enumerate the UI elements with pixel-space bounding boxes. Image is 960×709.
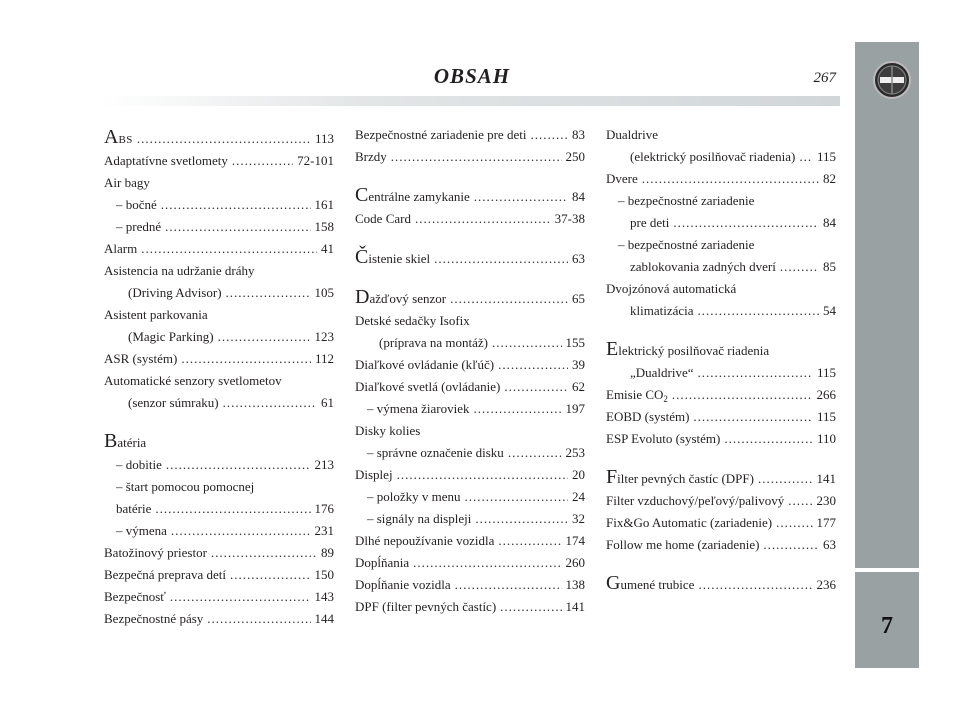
entry-text: – predné bbox=[116, 219, 162, 234]
leader-dots bbox=[223, 392, 317, 414]
leader-dots bbox=[698, 300, 819, 322]
index-entry-label bbox=[104, 260, 255, 282]
index-entry-label bbox=[355, 284, 446, 312]
leader-dots bbox=[413, 552, 561, 574]
index-entry bbox=[606, 384, 836, 406]
index-entry bbox=[104, 150, 334, 172]
entry-text: Dlhé nepoužívanie vozidla bbox=[355, 533, 495, 548]
entry-text: Bezpečnosť bbox=[104, 589, 166, 604]
index-entry bbox=[104, 392, 334, 414]
entry-text: „Dualdrive“ bbox=[630, 365, 694, 380]
leader-dots bbox=[693, 406, 813, 428]
entry-text: – dobitie bbox=[116, 457, 162, 472]
index-entry-label bbox=[606, 428, 720, 450]
section-initial: Č bbox=[355, 246, 369, 268]
index-entry-label bbox=[630, 256, 776, 278]
page-ref: 20 bbox=[572, 467, 585, 482]
leader-dots bbox=[475, 508, 568, 530]
page-ref: 143 bbox=[314, 589, 334, 604]
index-entry bbox=[104, 304, 334, 326]
leader-dots bbox=[492, 332, 561, 354]
section-initial: B bbox=[104, 430, 118, 452]
index-entry bbox=[606, 336, 836, 362]
leader-dots bbox=[698, 362, 813, 384]
index-entry bbox=[606, 300, 836, 322]
index-entry-label bbox=[367, 486, 461, 508]
index-entry bbox=[355, 182, 585, 208]
index-entry-label bbox=[116, 454, 162, 476]
index-entry bbox=[104, 348, 334, 370]
entry-text: zablokovania zadných dverí bbox=[630, 259, 776, 274]
entry-text: pre deti bbox=[630, 215, 670, 230]
index-entry bbox=[355, 244, 585, 270]
page-ref: 63 bbox=[823, 537, 836, 552]
leader-dots bbox=[673, 212, 819, 234]
chapter-number: 7 bbox=[881, 613, 893, 639]
index-entry-label bbox=[116, 194, 157, 216]
page-ref: 41 bbox=[321, 241, 334, 256]
entry-text: istenie skiel bbox=[368, 251, 431, 266]
page-ref: 253 bbox=[565, 445, 585, 460]
chapter-sidebar bbox=[855, 42, 919, 668]
page-ref: 32 bbox=[572, 511, 585, 526]
leader-dots bbox=[211, 542, 317, 564]
index-entry bbox=[355, 376, 585, 398]
index-entry bbox=[104, 498, 334, 520]
leader-dots bbox=[724, 428, 813, 450]
lancia-logo-icon bbox=[872, 60, 912, 100]
leader-dots bbox=[698, 572, 812, 598]
entry-text: ilter pevných častíc (DPF) bbox=[617, 471, 754, 486]
leader-dots bbox=[642, 168, 819, 190]
section-initial: A bbox=[104, 126, 119, 148]
index-entry bbox=[606, 464, 836, 490]
index-entry-label bbox=[618, 234, 754, 256]
entry-text: Dopĺňanie vozidla bbox=[355, 577, 451, 592]
entry-text: (senzor súmraku) bbox=[128, 395, 219, 410]
index-entry-label bbox=[355, 552, 409, 574]
page-ref: 115 bbox=[816, 149, 836, 164]
index-entry-label bbox=[355, 376, 500, 398]
entry-text: klimatizácia bbox=[630, 303, 694, 318]
index-entry-label bbox=[606, 464, 754, 492]
leader-dots bbox=[500, 596, 561, 618]
page-ref: 54 bbox=[823, 303, 836, 318]
entry-text: ESP Evoluto (systém) bbox=[606, 431, 721, 446]
leader-dots bbox=[780, 256, 819, 278]
page-ref: 161 bbox=[314, 197, 334, 212]
leader-dots bbox=[207, 608, 310, 630]
index-entry bbox=[355, 464, 585, 486]
entry-text: DPF (filter pevných častíc) bbox=[355, 599, 497, 614]
entry-text: atéria bbox=[117, 435, 147, 450]
index-entry bbox=[355, 420, 585, 442]
entry-text: ažďový senzor bbox=[369, 291, 447, 306]
page-ref: 65 bbox=[572, 291, 585, 306]
leader-dots bbox=[434, 246, 568, 272]
page-ref: 260 bbox=[565, 555, 585, 570]
page-ref: 105 bbox=[314, 285, 334, 300]
leader-dots bbox=[165, 216, 310, 238]
leader-dots bbox=[530, 124, 568, 146]
leader-dots bbox=[799, 146, 813, 168]
entry-text: entrálne zamykanie bbox=[368, 189, 470, 204]
leader-dots bbox=[465, 486, 568, 508]
index-entry-label bbox=[606, 406, 689, 428]
index-entry bbox=[606, 490, 836, 512]
leader-dots bbox=[450, 286, 568, 312]
index-entry-label bbox=[355, 124, 526, 146]
index-entry-label bbox=[367, 508, 471, 530]
page-ref: 84 bbox=[823, 215, 836, 230]
entry-text: Code Card bbox=[355, 211, 411, 226]
index-entry-label bbox=[104, 348, 177, 370]
entry-text: Batožinový priestor bbox=[104, 545, 207, 560]
index-entry bbox=[606, 212, 836, 234]
index-entry-label bbox=[355, 420, 420, 442]
index-entry bbox=[606, 168, 836, 190]
index-entry bbox=[355, 310, 585, 332]
index-entry bbox=[355, 442, 585, 464]
index-entry bbox=[104, 608, 334, 630]
leader-dots bbox=[397, 464, 568, 486]
leader-dots bbox=[498, 530, 561, 552]
index-entry bbox=[104, 476, 334, 498]
index-entry-label bbox=[630, 146, 795, 168]
sidebar-divider bbox=[855, 568, 919, 572]
index-entry-label bbox=[355, 182, 470, 210]
index-entry bbox=[355, 208, 585, 230]
index-entry-label bbox=[367, 442, 504, 464]
entry-text: Displej bbox=[355, 467, 393, 482]
index-entry-label bbox=[104, 586, 166, 608]
index-entry bbox=[606, 256, 836, 278]
entry-text: EOBD (systém) bbox=[606, 409, 690, 424]
index-entry bbox=[606, 146, 836, 168]
index-entry bbox=[355, 124, 585, 146]
index-entry bbox=[355, 508, 585, 530]
page-ref: 85 bbox=[823, 259, 836, 274]
leader-dots bbox=[763, 534, 819, 556]
entry-text: Dvere bbox=[606, 171, 638, 186]
page-ref: 82 bbox=[823, 171, 836, 186]
page-ref: 213 bbox=[314, 457, 334, 472]
page-ref: 72-101 bbox=[297, 153, 334, 168]
entry-text: – bezpečnostné zariadenie bbox=[618, 193, 755, 208]
page-ref: 155 bbox=[565, 335, 585, 350]
leader-dots bbox=[181, 348, 311, 370]
index-entry-label bbox=[355, 354, 494, 376]
entry-text: Alarm bbox=[104, 241, 138, 256]
index-entry-label bbox=[355, 574, 451, 596]
leader-dots bbox=[498, 354, 568, 376]
index-entry bbox=[104, 454, 334, 476]
leader-dots bbox=[776, 512, 812, 534]
entry-text: batérie bbox=[116, 501, 152, 516]
page-ref: 158 bbox=[314, 219, 334, 234]
index-entry-label bbox=[606, 336, 769, 364]
entry-text: ASR (systém) bbox=[104, 351, 178, 366]
index-entry-label bbox=[104, 238, 137, 260]
index-entry bbox=[104, 238, 334, 260]
index-entry-label bbox=[630, 300, 694, 322]
leader-dots bbox=[508, 442, 562, 464]
index-entry-label bbox=[104, 370, 282, 392]
leader-dots bbox=[137, 126, 311, 152]
index-entry bbox=[355, 486, 585, 508]
index-entry bbox=[104, 124, 334, 150]
header-rule bbox=[100, 96, 840, 106]
index-entry-label bbox=[104, 564, 226, 586]
leader-dots bbox=[218, 326, 311, 348]
leader-dots bbox=[474, 398, 562, 420]
leader-dots bbox=[455, 574, 562, 596]
index-column-1 bbox=[104, 124, 334, 630]
index-entry bbox=[104, 282, 334, 304]
entry-text: – výmena bbox=[116, 523, 167, 538]
index-entry-label bbox=[104, 608, 203, 630]
entry-text: Diaľkové ovládanie (kľúč) bbox=[355, 357, 495, 372]
entry-text: Dualdrive bbox=[606, 127, 658, 142]
page-ref: 150 bbox=[314, 567, 334, 582]
entry-text: Brzdy bbox=[355, 149, 387, 164]
entry-text: (príprava na montáž) bbox=[379, 335, 489, 350]
section-initial: E bbox=[606, 338, 619, 360]
entry-text: Air bagy bbox=[104, 175, 150, 190]
section-initial: C bbox=[355, 184, 369, 206]
index-entry-label bbox=[128, 282, 222, 304]
entry-text: – výmena žiaroviek bbox=[367, 401, 470, 416]
page-ref: 37-38 bbox=[554, 211, 585, 226]
entry-text: Bezpečnostné pásy bbox=[104, 611, 204, 626]
leader-dots bbox=[226, 282, 311, 304]
entry-text: – bezpečnostné zariadenie bbox=[618, 237, 755, 252]
index-entry bbox=[606, 570, 836, 596]
index-entry bbox=[104, 216, 334, 238]
entry-text: – správne označenie disku bbox=[367, 445, 504, 460]
index-entry-label bbox=[606, 512, 772, 534]
page-ref: 230 bbox=[816, 493, 836, 508]
entry-text: Asistent parkovania bbox=[104, 307, 208, 322]
index-entry-label bbox=[630, 212, 669, 234]
entry-text: Bezpečná preprava detí bbox=[104, 567, 226, 582]
index-entry-label bbox=[355, 208, 411, 230]
entry-text: Detské sedačky Isofix bbox=[355, 313, 470, 328]
entry-text: BS bbox=[118, 134, 133, 146]
entry-text: Dvojzónová automatická bbox=[606, 281, 737, 296]
index-entry bbox=[104, 370, 334, 392]
index-entry bbox=[606, 406, 836, 428]
entry-text: Automatické senzory svetlometov bbox=[104, 373, 282, 388]
index-entry-label bbox=[128, 326, 214, 348]
index-entry bbox=[104, 326, 334, 348]
page-ref: 112 bbox=[314, 351, 334, 366]
index-entry bbox=[355, 596, 585, 618]
index-entry bbox=[355, 574, 585, 596]
entry-subscript: 2 bbox=[663, 394, 668, 404]
index-entry-label bbox=[128, 392, 219, 414]
page-ref: 113 bbox=[314, 131, 334, 146]
index-entry-label bbox=[379, 332, 488, 354]
index-entry-label bbox=[606, 168, 638, 190]
index-entry-label bbox=[104, 542, 207, 564]
entry-text: (elektrický posilňovač riadenia) bbox=[630, 149, 796, 164]
index-entry-label bbox=[355, 596, 496, 618]
page-ref: 123 bbox=[314, 329, 334, 344]
page-ref: 141 bbox=[565, 599, 585, 614]
page-ref: 236 bbox=[816, 577, 836, 592]
entry-text: Fix&Go Automatic (zariadenie) bbox=[606, 515, 773, 530]
entry-text: – štart pomocou pomocnej bbox=[116, 479, 255, 494]
index-entry bbox=[355, 398, 585, 420]
section-initial: D bbox=[355, 286, 370, 308]
page-ref: 24 bbox=[572, 489, 585, 504]
leader-dots bbox=[166, 454, 311, 476]
index-entry-label bbox=[630, 362, 694, 384]
index-entry-label bbox=[104, 304, 208, 326]
index-entry-label bbox=[104, 150, 228, 172]
index-entry-label bbox=[355, 464, 393, 486]
leader-dots bbox=[415, 208, 551, 230]
index-entry bbox=[606, 234, 836, 256]
leader-dots bbox=[155, 498, 310, 520]
index-entry-label bbox=[116, 498, 151, 520]
page-ref: 231 bbox=[314, 523, 334, 538]
index-entry-label bbox=[355, 244, 430, 272]
index-entry-label bbox=[116, 476, 254, 498]
page-ref: 250 bbox=[565, 149, 585, 164]
page-ref: 39 bbox=[572, 357, 585, 372]
index-entry bbox=[355, 146, 585, 168]
page-ref: 174 bbox=[565, 533, 585, 548]
section-initial: F bbox=[606, 466, 618, 488]
page-ref: 89 bbox=[321, 545, 334, 560]
entry-text: (Driving Advisor) bbox=[128, 285, 222, 300]
index-entry-label bbox=[116, 520, 167, 542]
leader-dots bbox=[170, 586, 311, 608]
index-column-2 bbox=[355, 124, 585, 618]
page-ref: 84 bbox=[572, 189, 585, 204]
entry-text: – bočné bbox=[116, 197, 157, 212]
leader-dots bbox=[474, 184, 568, 210]
section-initial: G bbox=[606, 572, 621, 594]
index-entry-label bbox=[606, 124, 658, 146]
index-entry bbox=[355, 552, 585, 574]
index-entry-label bbox=[606, 490, 784, 512]
entry-text: Filter vzduchový/peľový/palivový bbox=[606, 493, 785, 508]
page-ref: 177 bbox=[816, 515, 836, 530]
index-entry-label bbox=[104, 172, 150, 194]
leader-dots bbox=[141, 238, 317, 260]
index-entry bbox=[606, 124, 836, 146]
page-ref: 61 bbox=[321, 395, 334, 410]
page-ref: 83 bbox=[572, 127, 585, 142]
leader-dots bbox=[504, 376, 568, 398]
index-entry bbox=[104, 520, 334, 542]
entry-text: lektrický posilňovač riadenia bbox=[618, 343, 770, 358]
page-ref: 266 bbox=[816, 387, 836, 402]
page-title: OBSAH bbox=[433, 64, 511, 88]
index-entry bbox=[104, 564, 334, 586]
page-number: 267 bbox=[813, 70, 836, 86]
leader-dots bbox=[758, 466, 813, 492]
index-entry bbox=[606, 190, 836, 212]
index-entry-label bbox=[116, 216, 161, 238]
index-entry-label bbox=[355, 146, 387, 168]
page-ref: 63 bbox=[572, 251, 585, 266]
index-entry-label bbox=[355, 310, 470, 332]
entry-text: – položky v menu bbox=[367, 489, 461, 504]
index-entry-label bbox=[104, 428, 146, 456]
index-entry bbox=[606, 534, 836, 556]
entry-text: Emisie CO bbox=[606, 387, 664, 402]
entry-text: Dopĺňania bbox=[355, 555, 410, 570]
entry-text: Disky kolies bbox=[355, 423, 421, 438]
entry-text: umené trubice bbox=[620, 577, 695, 592]
index-entry-label bbox=[367, 398, 470, 420]
page-ref: 176 bbox=[314, 501, 334, 516]
index-entry bbox=[355, 530, 585, 552]
index-entry bbox=[104, 172, 334, 194]
leader-dots bbox=[788, 490, 812, 512]
entry-text: – signály na displeji bbox=[367, 511, 472, 526]
index-entry-label bbox=[606, 570, 694, 598]
page-ref: 138 bbox=[565, 577, 585, 592]
leader-dots bbox=[391, 146, 562, 168]
index-entry bbox=[355, 332, 585, 354]
page-ref: 115 bbox=[816, 365, 836, 380]
index-entry-label bbox=[618, 190, 754, 212]
index-entry bbox=[606, 512, 836, 534]
page-ref: 197 bbox=[565, 401, 585, 416]
leader-dots bbox=[171, 520, 311, 542]
page-ref: 110 bbox=[816, 431, 836, 446]
index-entry bbox=[606, 362, 836, 384]
index-entry bbox=[355, 284, 585, 310]
leader-dots bbox=[161, 194, 311, 216]
index-entry-label bbox=[355, 530, 494, 552]
index-entry bbox=[104, 194, 334, 216]
index-entry-label bbox=[606, 534, 759, 556]
entry-text: (Magic Parking) bbox=[128, 329, 214, 344]
index-entry bbox=[104, 586, 334, 608]
entry-text: Adaptatívne svetlomety bbox=[104, 153, 228, 168]
index-entry bbox=[104, 428, 334, 454]
index-column-3 bbox=[606, 124, 836, 596]
entry-text: Asistencia na udržanie dráhy bbox=[104, 263, 255, 278]
leader-dots bbox=[672, 384, 813, 406]
entry-text: Follow me home (zariadenie) bbox=[606, 537, 760, 552]
leader-dots bbox=[230, 564, 311, 586]
page-ref: 144 bbox=[314, 611, 334, 626]
page-ref: 141 bbox=[816, 471, 836, 486]
page-ref: 115 bbox=[816, 409, 836, 424]
index-entry bbox=[606, 428, 836, 450]
index-entry-label bbox=[606, 278, 736, 300]
index-entry bbox=[606, 278, 836, 300]
entry-text: Diaľkové svetlá (ovládanie) bbox=[355, 379, 501, 394]
index-entry bbox=[104, 542, 334, 564]
index-entry bbox=[355, 354, 585, 376]
page-ref: 62 bbox=[572, 379, 585, 394]
entry-text: Bezpečnostné zariadenie pre deti bbox=[355, 127, 527, 142]
index-entry-label bbox=[104, 124, 133, 153]
leader-dots bbox=[232, 150, 293, 172]
index-entry bbox=[104, 260, 334, 282]
